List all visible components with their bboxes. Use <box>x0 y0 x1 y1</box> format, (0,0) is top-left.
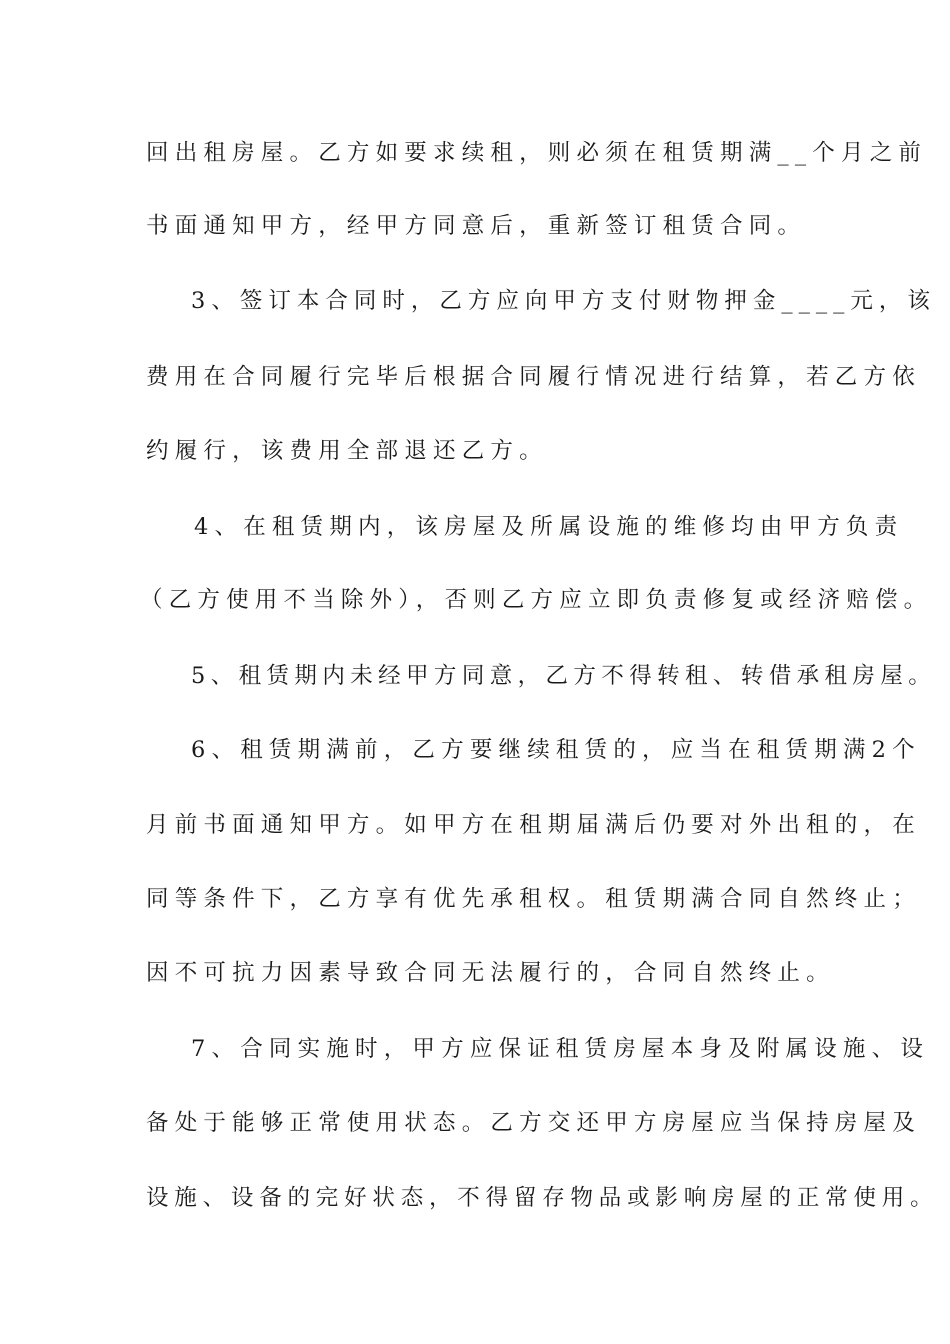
text-line: 约履行，该费用全部退还乙方。 <box>146 438 548 464</box>
text-line: 4、在租赁期内，该房屋及所属设施的维修均由甲方负责 <box>194 514 904 540</box>
text-line: 回出租房屋。乙方如要求续租，则必须在租赁期满__个月之前 <box>146 140 928 166</box>
text-line: 6、租赁期满前，乙方要继续租赁的，应当在租赁期满2个 <box>191 737 921 763</box>
text-line: 5、租赁期内未经甲方同意，乙方不得转租、转借承租房屋。 <box>191 663 937 689</box>
text-line: 设施、设备的完好状态，不得留存物品或影响房屋的正常使用。 <box>146 1185 939 1211</box>
text-line: 备处于能够正常使用状态。乙方交还甲方房屋应当保持房屋及 <box>146 1110 921 1136</box>
text-line: （乙方使用不当除外），否则乙方应立即负责修复或经济赔偿。 <box>140 587 933 613</box>
text-line: 7、合同实施时，甲方应保证租赁房屋本身及附属设施、设 <box>191 1036 930 1062</box>
text-line: 同等条件下，乙方享有优先承租权。租赁期满合同自然终止； <box>146 886 921 912</box>
text-line: 3、签订本合同时，乙方应向甲方支付财物押金____元，该 <box>191 288 936 314</box>
text-line: 费用在合同履行完毕后根据合同履行情况进行结算，若乙方依 <box>146 364 921 390</box>
text-line: 书面通知甲方，经甲方同意后，重新签订租赁合同。 <box>146 213 807 239</box>
text-line: 月前书面通知甲方。如甲方在租期届满后仍要对外出租的，在 <box>146 812 921 838</box>
text-line: 因不可抗力因素导致合同无法履行的，合同自然终止。 <box>146 960 835 986</box>
